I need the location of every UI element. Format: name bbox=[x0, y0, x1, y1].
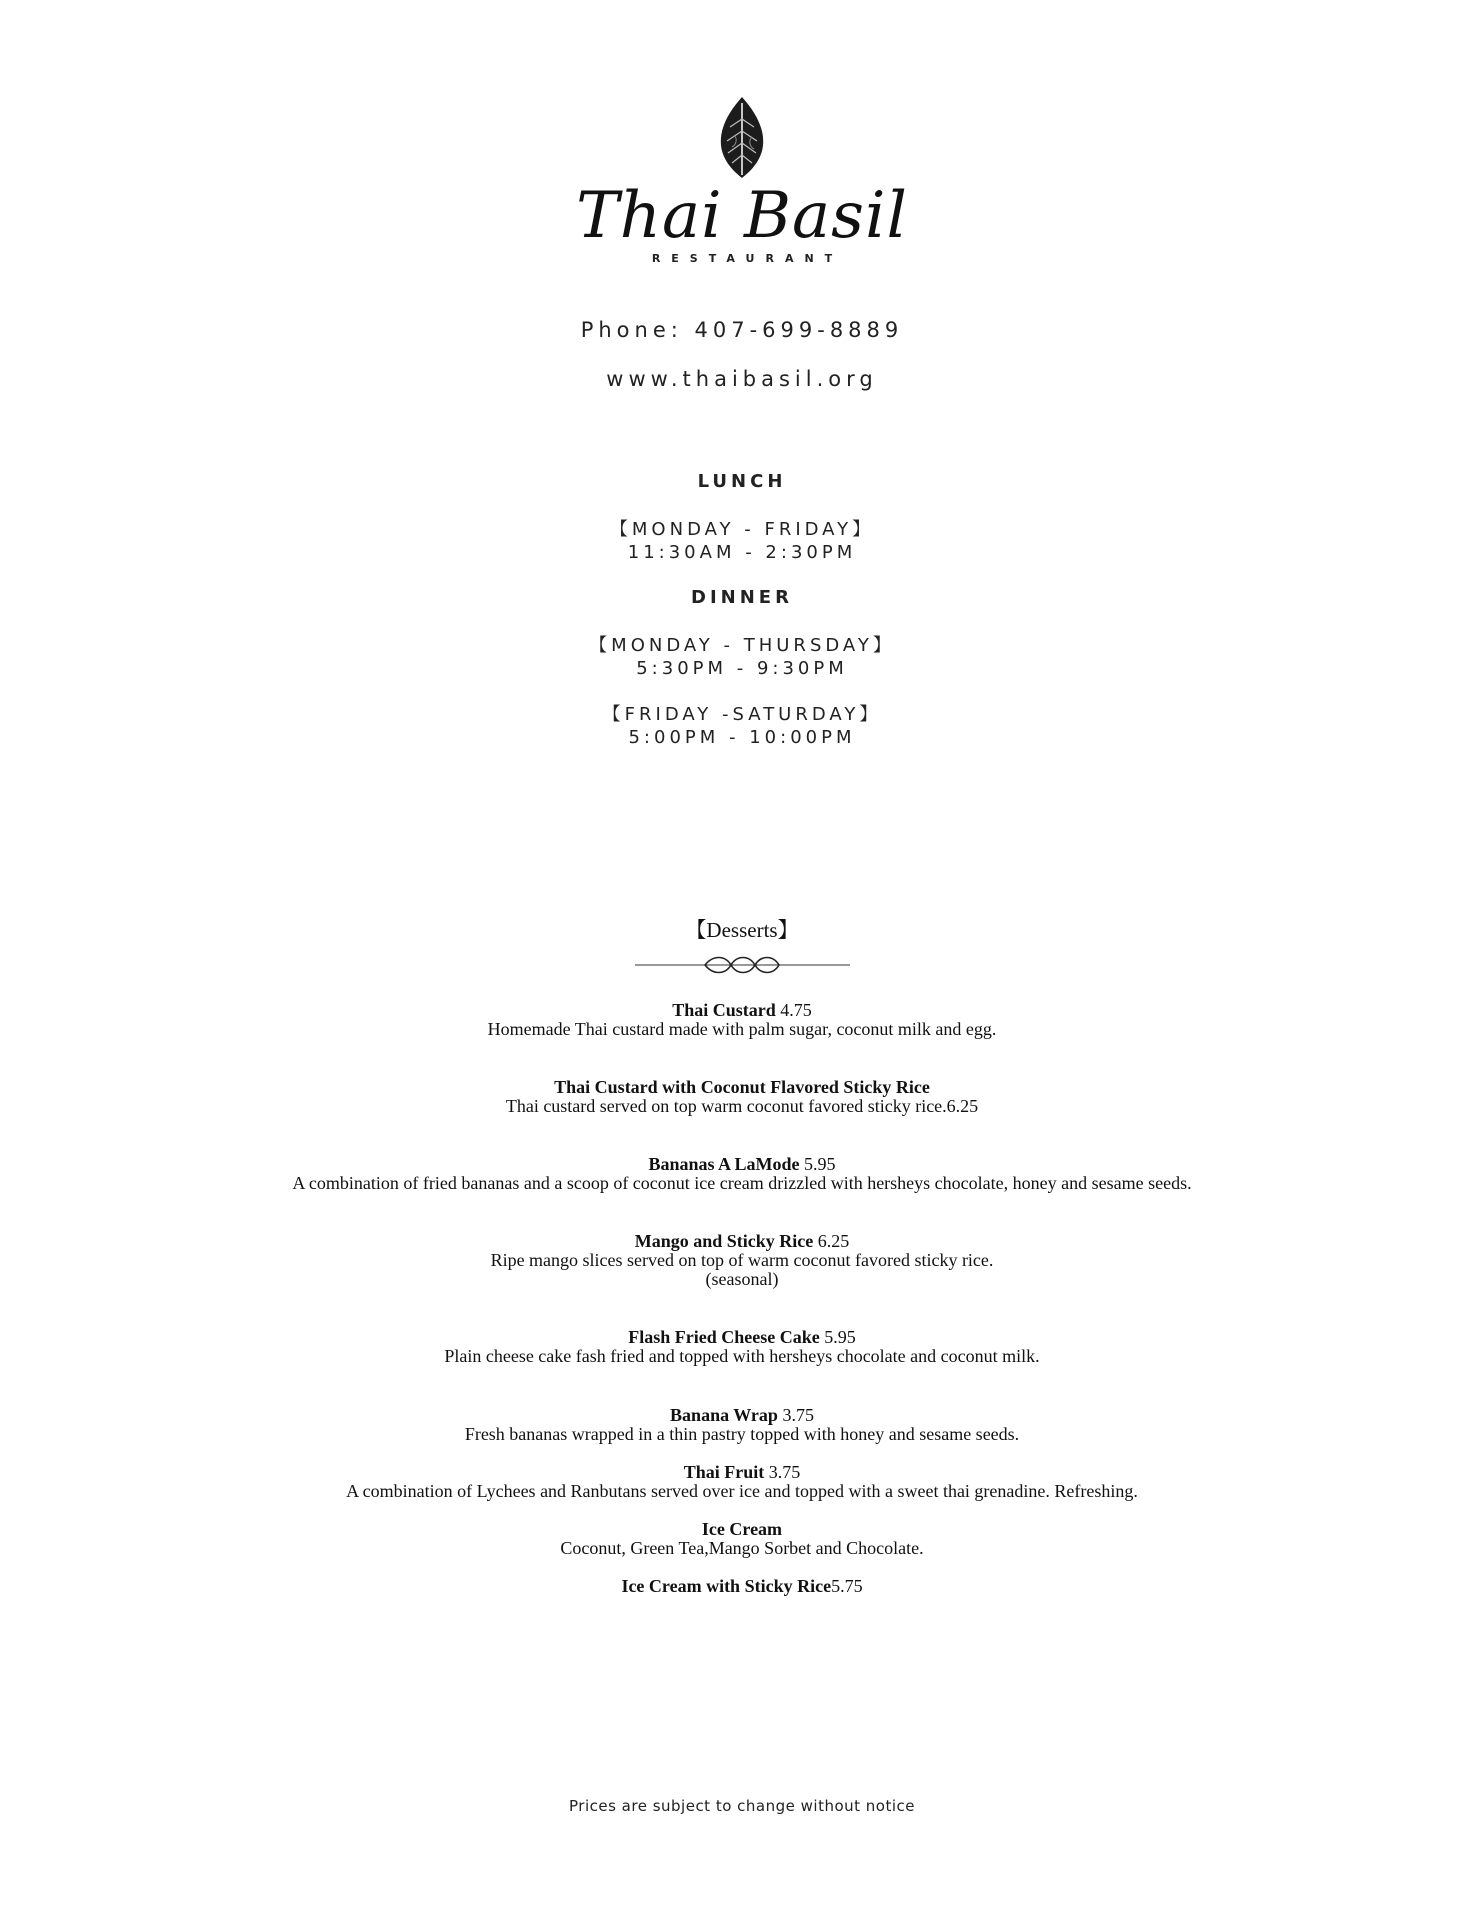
menu-item bbox=[0, 1463, 1484, 1501]
menu-item-description: Homemade Thai custard made with palm sugar, coconut milk and egg. bbox=[487, 1019, 997, 1039]
restaurant-subtitle: RESTAURANT bbox=[651, 252, 844, 265]
menu-item-description: Fresh bananas wrapped in a thin pastry topped with honey and sesame seeds. bbox=[464, 1424, 1020, 1444]
website-link[interactable]: www.thaibasil.org bbox=[606, 367, 878, 391]
menu-item-description: Coconut, Green Tea,Mango Sorbet and Chocolate. bbox=[560, 1538, 924, 1558]
restaurant-logo bbox=[0, 95, 1484, 265]
menu-item-name: Bananas A LaMode bbox=[648, 1154, 800, 1174]
lunch-time: 11:30AM - 2:30PM bbox=[627, 542, 857, 563]
dinner-time-weekday: 5:30PM - 9:30PM bbox=[636, 658, 848, 679]
menu-item-description: A combination of Lychees and Ranbutans served over ice and topped with a sweet thai grenadine. Refreshing. bbox=[346, 1481, 1138, 1501]
menu-item-price: 5.95 bbox=[819, 1327, 856, 1347]
menu-item-description: A combination of fried bananas and a scoop of coconut ice cream drizzled with hersheys chocolate, honey and sesame seeds. bbox=[292, 1173, 1192, 1193]
desserts-section-title: 【Desserts】 bbox=[685, 918, 799, 942]
menu-item-price: 3.75 bbox=[777, 1405, 814, 1425]
menu-item-name: Thai Custard bbox=[672, 1000, 776, 1020]
menu-item bbox=[0, 1232, 1484, 1289]
menu-item bbox=[0, 1328, 1484, 1366]
menu-item bbox=[0, 1577, 1484, 1596]
menu-item-name: Ice Cream bbox=[701, 1519, 783, 1539]
menu-item bbox=[0, 1520, 1484, 1558]
lunch-days: 【MONDAY - FRIDAY】 bbox=[609, 519, 875, 540]
dinner-days-weekday: 【MONDAY - THURSDAY】 bbox=[589, 635, 895, 656]
menu-item bbox=[0, 1001, 1484, 1039]
dinner-heading: DINNER bbox=[691, 587, 793, 608]
dinner-time-weekend: 5:00PM - 10:00PM bbox=[628, 727, 856, 748]
menu-item bbox=[0, 1406, 1484, 1444]
restaurant-name: Thai Basil bbox=[576, 179, 908, 253]
menu-item-name: Banana Wrap bbox=[670, 1405, 778, 1425]
menu-item-name: Flash Fried Cheese Cake bbox=[628, 1327, 820, 1347]
basil-leaf-icon bbox=[712, 95, 772, 180]
menu-item-name: Thai Custard with Coconut Flavored Sticky Rice bbox=[554, 1077, 930, 1097]
menu-item-description: Thai custard served on top warm coconut favored sticky rice.6.25 bbox=[505, 1096, 979, 1116]
menu-item-price: 5.75 bbox=[831, 1576, 863, 1596]
menu-item-price: 5.95 bbox=[799, 1154, 836, 1174]
menu-item-price: 4.75 bbox=[775, 1000, 812, 1020]
menu-item-name: Mango and Sticky Rice bbox=[634, 1231, 814, 1251]
lunch-heading: LUNCH bbox=[697, 471, 787, 492]
phone-number: Phone: 407-699-8889 bbox=[580, 318, 904, 342]
menu-item bbox=[0, 1155, 1484, 1193]
menu-item-name: Thai Fruit bbox=[683, 1462, 765, 1482]
menu-item-description: Ripe mango slices served on top of warm coconut favored sticky rice. bbox=[490, 1250, 994, 1270]
menu-item-description: Plain cheese cake fash fried and topped with hersheys chocolate and coconut milk. bbox=[444, 1346, 1040, 1366]
menu-item-price: 6.25 bbox=[813, 1231, 850, 1251]
menu-item-note: (seasonal) bbox=[705, 1269, 779, 1289]
ornament-divider bbox=[635, 953, 850, 977]
dinner-days-weekend: 【FRIDAY -SATURDAY】 bbox=[602, 704, 882, 725]
menu-item-price: 3.75 bbox=[764, 1462, 801, 1482]
menu-item bbox=[0, 1078, 1484, 1116]
menu-item-name: Ice Cream with Sticky Rice bbox=[621, 1576, 832, 1596]
price-notice: Prices are subject to change without notice bbox=[569, 1797, 915, 1815]
